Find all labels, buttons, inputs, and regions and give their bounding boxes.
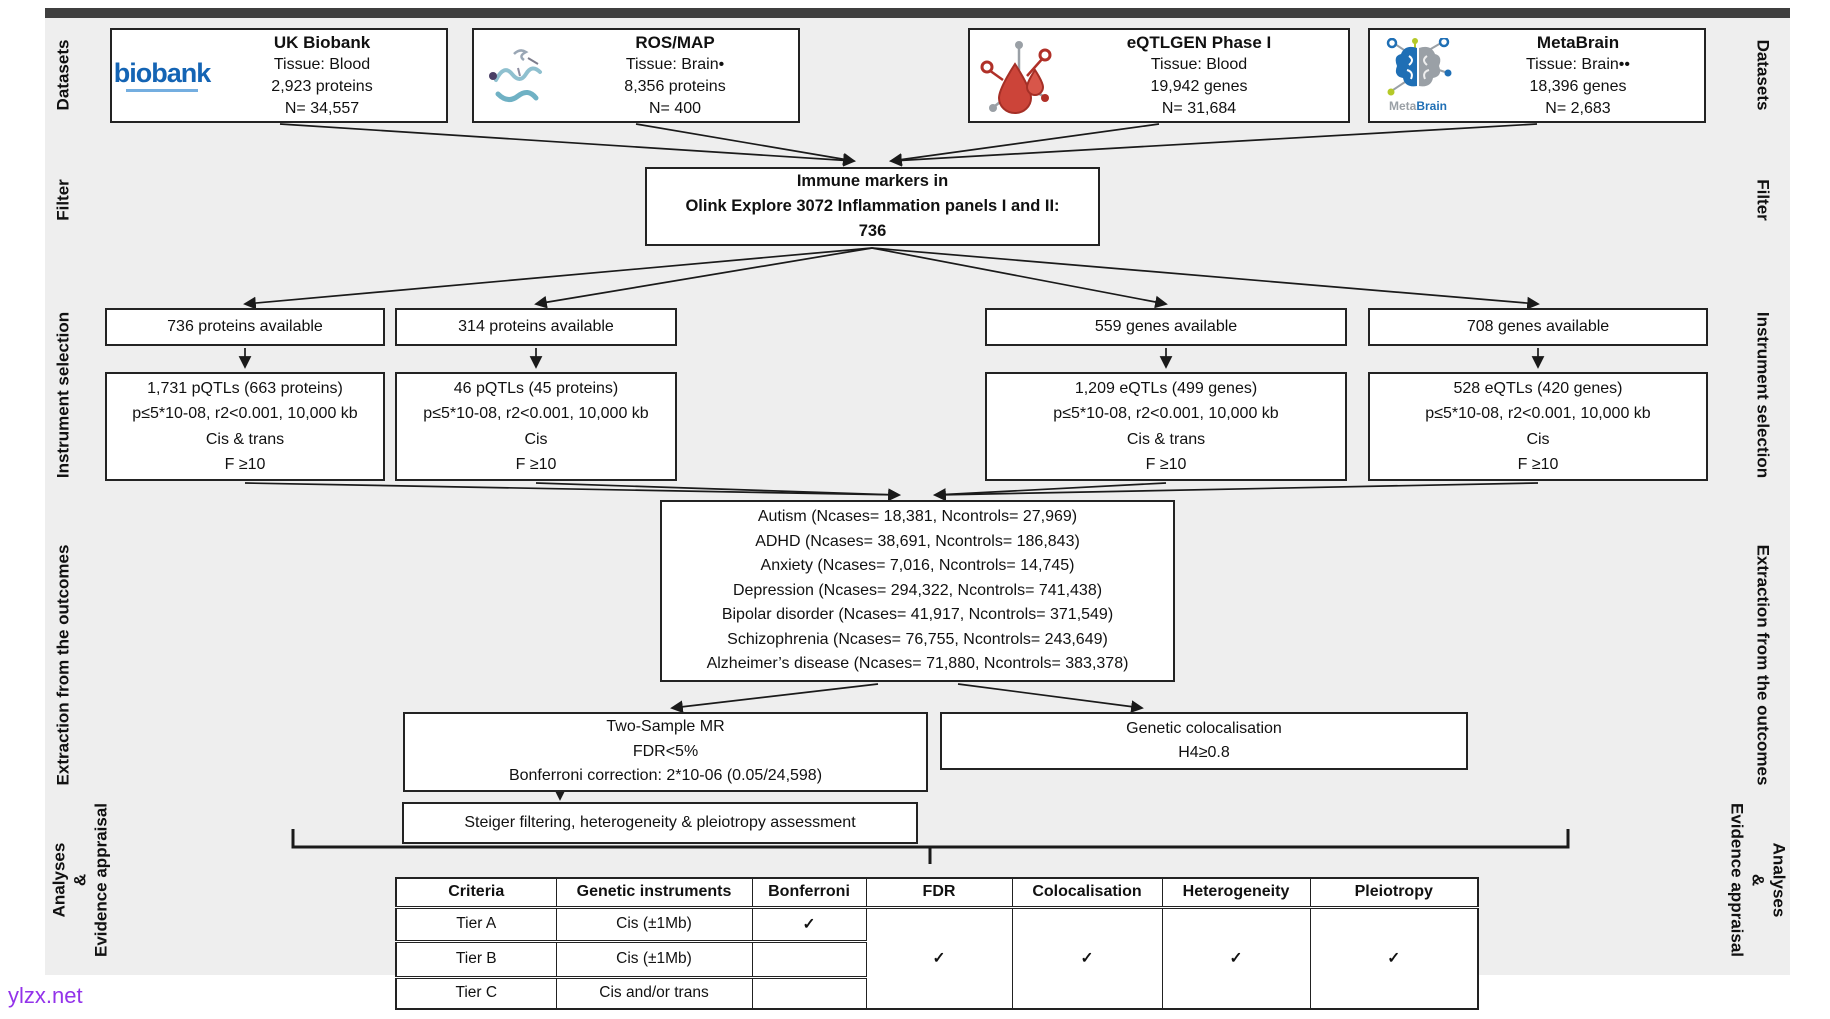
table-header-row: [396, 878, 1478, 907]
instrument-box-4: 528 eQTLs (420 genes) p≤5*10-08, r2<0.001, 10,000 kb Cis F ≥10: [1368, 372, 1708, 481]
side-label-extraction-right: Extraction from the outcomes: [1753, 544, 1773, 786]
col-header-pleiotropy: Pleiotropy: [1310, 878, 1478, 907]
criteria-table: [395, 877, 1479, 1010]
cell-tier: Tier B: [396, 941, 556, 977]
bonferroni-cell-empty: [752, 941, 866, 977]
cell-instruments: Cis and/or trans: [556, 977, 752, 1009]
side-label-extraction-left: Extraction from the outcomes: [53, 544, 73, 786]
dataset-box-uk-biobank: biobank UK Biobank Tissue: Blood 2,923 proteins N= 34,557: [110, 28, 448, 123]
dataset-title: ROS/MAP: [635, 32, 715, 52]
steiger-box: Steiger filtering, heterogeneity & pleiotropy assessment: [402, 802, 918, 844]
figure-top-border: [45, 8, 1790, 18]
dataset-box-eqtlgen: eQTLGEN Phase I Tissue: Blood 19,942 genes N= 31,684: [968, 28, 1350, 123]
cell-instruments: Cis (±1Mb): [556, 907, 752, 941]
col-header-fdr: FDR: [866, 878, 1012, 907]
cell-tier: Tier A: [396, 907, 556, 941]
col-header-bonferroni: Bonferroni: [752, 878, 866, 907]
dataset-box-metabrain: MetaBrain MetaBrain Tissue: Brain•• 18,396 genes N= 2,683: [1368, 28, 1706, 123]
available-box-4: 708 genes available: [1368, 308, 1708, 346]
instrument-box-1: 1,731 pQTLs (663 proteins) p≤5*10-08, r2<0.001, 10,000 kb Cis & trans F ≥10: [105, 372, 385, 481]
side-label-datasets-left: Datasets: [53, 39, 73, 111]
dataset-box-rosmap: ROS/MAP Tissue: Brain• 8,356 proteins N= 400: [472, 28, 800, 123]
cell-instruments: Cis (±1Mb): [556, 941, 752, 977]
col-header-colocalisation: Colocalisation: [1012, 878, 1162, 907]
side-label-filter-left: Filter: [53, 179, 73, 221]
available-box-3: 559 genes available: [985, 308, 1347, 346]
dataset-title: UK Biobank: [273, 32, 371, 52]
colocalisation-check-icon: ✓: [1012, 907, 1162, 1009]
instrument-box-2: 46 pQTLs (45 proteins) p≤5*10-08, r2<0.001, 10,000 kb Cis F ≥10: [395, 372, 677, 481]
side-label-filter-right: Filter: [1753, 179, 1773, 221]
table-row-tier-a: [396, 907, 1478, 941]
uk-biobank-logo-tagline: [126, 89, 198, 92]
available-box-2: 314 proteins available: [395, 308, 677, 346]
dataset-title: eQTLGEN Phase I: [1126, 32, 1272, 52]
dataset-title: MetaBrain: [1536, 32, 1620, 52]
col-header-instruments: Genetic instruments: [556, 878, 752, 907]
side-label-datasets-right: Datasets: [1753, 39, 1773, 111]
available-box-1: 736 proteins available: [105, 308, 385, 346]
heterogeneity-check-icon: ✓: [1162, 907, 1310, 1009]
bonferroni-check-icon: ✓: [752, 907, 866, 941]
cell-tier: Tier C: [396, 977, 556, 1009]
uk-biobank-logo: biobank: [112, 60, 212, 92]
two-sample-mr-box: Two-Sample MR FDR<5% Bonferroni correction: 2*10-06 (0.05/24,598): [403, 712, 928, 792]
blood-drop-molecule-icon: [970, 36, 1066, 116]
fdr-check-icon: ✓: [866, 907, 1012, 1009]
side-label-analyses-left: Analyses & Evidence appraisal: [49, 802, 111, 958]
col-header-heterogeneity: Heterogeneity: [1162, 878, 1310, 907]
bonferroni-cell-empty: [752, 977, 866, 1009]
outcomes-box: Autism (Ncases= 18,381, Ncontrols= 27,969) ADHD (Ncases= 38,691, Ncontrols= 186,843) Anxiety (Ncases= 7,016, Ncontrols= 14,745) Depression (Ncases= 294,322, Ncontrols= 741,438) Bipolar disorder (Ncases= 41,917, Ncontrols= 371,549) Schizophrenia (Ncases= 76,755, Ncontrols= 243,649) Alzheimer’s disease (Ncases= 71,880, Ncontrols= 383,378): [660, 500, 1175, 682]
protein-ribbon-icon: [474, 40, 566, 112]
instrument-box-3: 1,209 eQTLs (499 genes) p≤5*10-08, r2<0.001, 10,000 kb Cis & trans F ≥10: [985, 372, 1347, 481]
metabrain-logo: MetaBrain: [1370, 38, 1466, 113]
side-label-analyses-right: Analyses & Evidence appraisal: [1727, 802, 1789, 958]
pleiotropy-check-icon: ✓: [1310, 907, 1478, 1009]
filter-box: Immune markers in Olink Explore 3072 Inflammation panels I and II: 736: [645, 167, 1100, 246]
side-label-instrument-right: Instrument selection: [1753, 311, 1773, 479]
col-header-criteria: Criteria: [396, 878, 556, 907]
colocalisation-box: Genetic colocalisation H4≥0.8: [940, 712, 1468, 770]
watermark: ylzx.net: [8, 983, 83, 1008]
side-label-instrument-left: Instrument selection: [53, 311, 73, 479]
